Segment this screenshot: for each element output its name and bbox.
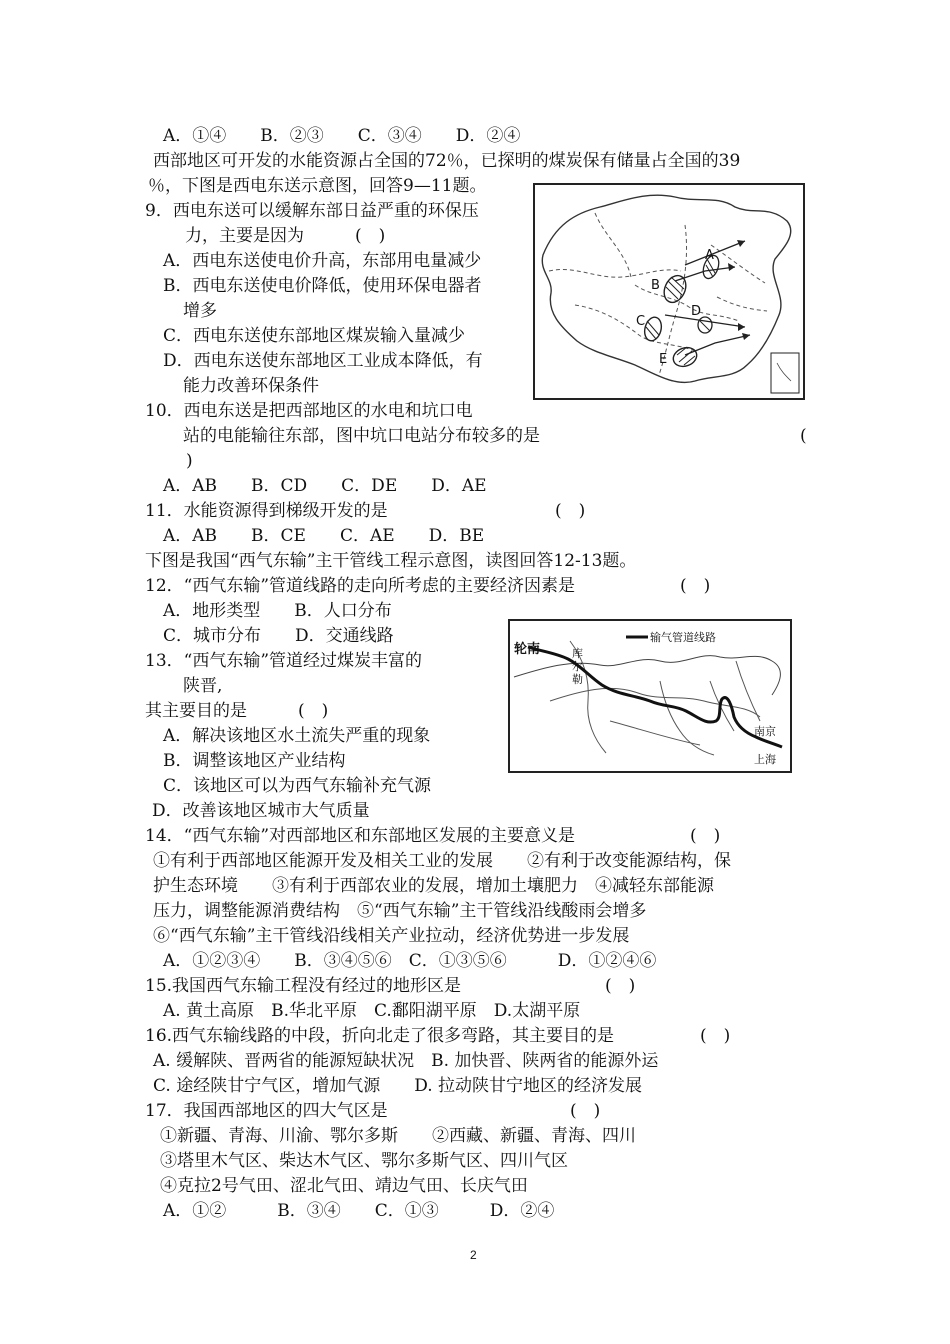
q13-option-c: C．该地区可以为西气东输补充气源 [163, 776, 432, 796]
map1-label-c: C [636, 314, 646, 329]
q10-bracket-close: ) [186, 451, 193, 471]
q17-item-3: ③塔里木气区、柴达木气区、鄂尔多斯气区、四川气区 [160, 1151, 568, 1171]
q16-options-cd: C. 途经陕甘宁气区，增加气源 D. 拉动陕甘宁地区的经济发展 [153, 1076, 643, 1096]
q10-stem: 10．西电东送是把西部地区的水电和坑口电 [145, 401, 473, 421]
q9-stem-2: 力，主要是因为 ( ) [185, 226, 386, 246]
q16-options-ab: A. 缓解陕、晋两省的能源短缺状况 B. 加快晋、陕两省的能源外运 [153, 1051, 659, 1071]
q9-option-c: C．西电东送使东部地区煤炭输入量减少 [163, 326, 466, 346]
q14-stem: 14．“西气东输”对西部地区和东部地区发展的主要意义是 [145, 826, 576, 846]
map1-label-a: A [705, 248, 714, 263]
page-number: 2 [470, 1248, 477, 1262]
q17-stem: 17．我国西部地区的四大气区是 [145, 1101, 388, 1121]
q14-item-line-2: 护生态环境 ③有利于西部农业的发展，增加土壤肥力 ④减轻东部能源 [153, 876, 714, 896]
q10-stem-2: 站的电能输往东部，图中坑口电站分布较多的是 [183, 426, 540, 446]
map2-legend-label: 输气管道线路 [650, 631, 716, 644]
map2-label-luntai: 轮南 [514, 642, 541, 657]
q13-stem-2: 陕晋, [183, 676, 223, 696]
q17-bracket: ( ) [570, 1101, 601, 1121]
q11-bracket: ( ) [555, 501, 586, 521]
q13-option-b: B．调整该地区产业结构 [163, 751, 346, 771]
q13-option-a: A．解决该地区水土流失严重的现象 [163, 726, 431, 746]
west-east-gas-map [508, 619, 792, 773]
q14-options: A．①②③④ B．③④⑤⑥ C．①③⑤⑥ D．①②④⑥ [163, 951, 657, 971]
q16-bracket: ( ) [700, 1026, 731, 1046]
q11-stem: 11．水能资源得到梯级开发的是 [145, 501, 388, 521]
q9-option-a: A．西电东送使电价升高，东部用电量减少 [163, 251, 482, 271]
q15-stem: 15.我国西气东输工程没有经过的地形区是 [145, 976, 462, 996]
q9-option-d: D．西电东送使东部地区工业成本降低，有 [163, 351, 483, 371]
map1-label-d: D [691, 304, 702, 319]
q17-options: A．①② B．③④ C．①③ D．②④ [163, 1201, 555, 1221]
q9-stem: 9．西电东送可以缓解东部日益严重的环保压 [145, 201, 479, 221]
q14-item-line-1: ①有利于西部地区能源开发及相关工业的发展 ②有利于改变能源结构，保 [153, 851, 731, 871]
q17-item-4: ④克拉2号气田、涩北气田、靖边气田、长庆气田 [160, 1176, 528, 1196]
q12-bracket: ( ) [680, 576, 711, 596]
map2-label-nanjing: 南京 [754, 725, 776, 738]
map2-label-kuerle-3: 勒 [572, 673, 583, 686]
q10-options: A．AB B．CD C．DE D．AE [163, 476, 487, 496]
q12-stem: 12．“西气东输”管道线路的走向所考虑的主要经济因素是 [145, 576, 576, 596]
q11-options: A．AB B．CE C．AE D．BE [163, 526, 485, 546]
q12-options-cd: C．城市分布 D．交通线路 [163, 626, 394, 646]
map1-label-b: B [651, 278, 660, 293]
q14-bracket: ( ) [690, 826, 721, 846]
map2-label-shanghai: 上海 [754, 753, 776, 766]
q14-item-line-4: ⑥“西气东输”主干管线沿线相关产业拉动，经济优势进一步发展 [153, 926, 630, 946]
map2-label-kuerle-1: 库 [572, 647, 583, 660]
west-east-power-map [533, 183, 805, 400]
west-east-power-map-drawing [535, 185, 803, 398]
q10-bracket-open: ( [800, 426, 807, 446]
q15-options: A. 黄土高原 B.华北平原 C.鄱阳湖平原 D.太湖平原 [163, 1001, 581, 1021]
q12-options-ab: A．地形类型 B．人口分布 [163, 601, 392, 621]
map1-label-e: E [659, 352, 668, 367]
intro-west-east-power-2: ％，下图是西电东送示意图，回答9—11题。 [148, 176, 487, 196]
q13-stem: 13．“西气东输”管道经过煤炭丰富的 [145, 651, 423, 671]
q15-bracket: ( ) [605, 976, 636, 996]
q9-option-b: B．西电东送使电价降低，使用环保电器者 [163, 276, 482, 296]
intro-west-east-gas: 下图是我国“西气东输”主干管线工程示意图，读图回答12-13题。 [145, 551, 637, 571]
intro-west-east-power: 西部地区可开发的水能资源占全国的72％，已探明的煤炭保有储量占全国的39 [153, 151, 741, 171]
west-east-gas-map-drawing [510, 621, 790, 771]
q8-options: A．①④ B．②③ C．③④ D．②④ [163, 126, 521, 146]
q17-item-1-2: ①新疆、青海、川渝、鄂尔多斯 ②西藏、新疆、青海、四川 [160, 1126, 636, 1146]
q9-option-b-2: 增多 [183, 301, 217, 321]
q9-option-d-2: 能力改善环保条件 [183, 376, 319, 396]
q16-stem: 16.西气东输线路的中段，折向北走了很多弯路，其主要目的是 [145, 1026, 615, 1046]
map2-label-kuerle-2: 尔 [572, 660, 583, 673]
q13-stem-3: 其主要目的是 ( ) [145, 701, 329, 721]
q14-item-line-3: 压力，调整能源消费结构 ⑤“西气东输”主干管线沿线酸雨会增多 [153, 901, 647, 921]
q13-option-d: D．改善该地区城市大气质量 [152, 801, 370, 821]
